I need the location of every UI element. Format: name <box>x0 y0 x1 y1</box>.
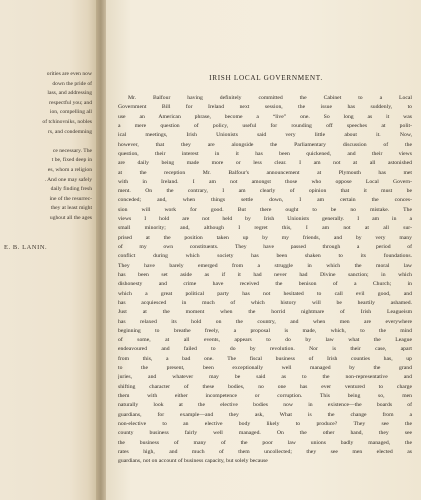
article-line: a mere question of policy, useful for rounding off speeches at polit- <box>118 122 412 129</box>
article-line: naturally look at the elective bodies now in existence—the boards of <box>118 402 412 409</box>
left-page-line: t be, fixed deep in <box>51 157 92 164</box>
article-line: which a great political party has not hesitated to call evil good, and <box>118 290 412 297</box>
right-page <box>106 0 421 500</box>
left-page-line: lass, and addressing <box>47 90 92 97</box>
article-line: beginning to breathe freely, a proposal is made, which, to the mind <box>118 327 412 334</box>
left-page-line: ce necessary. The <box>52 147 92 154</box>
article-line: shifting character of these bodies, no one has ever ventured to charge <box>118 383 412 390</box>
article-line: them with either incompetence or corruption. This being so, men <box>118 393 412 399</box>
article-line: however, that they are alongside the Parliamentary discussion of the <box>118 141 412 148</box>
article-line: are daily being made more or less clear. I am not at all astonished <box>118 160 412 167</box>
article-line: Government Bill for Ireland next session, the issue has suddenly, to <box>118 104 412 111</box>
article-line: rates high, and much of them uncollected; they see men elected as <box>118 448 412 455</box>
article-line: of my own constituents. They have passed through a period of <box>118 244 412 250</box>
article-line: non-elective to an elective body likely to produce? They see the <box>118 420 412 427</box>
article-line: Mr. Balfour having definitely committed the Cabinet to a Local <box>128 95 412 101</box>
article-line: sion will work for good. But there ought to be no mistake. The <box>118 206 412 213</box>
article-line: Just at the moment when the horrid nightmare of Irish Leagueism <box>118 309 412 316</box>
article-line: to the present, been exceptionally well managed by the grand <box>118 365 412 372</box>
article-line: They have barely emerged from a struggle in which the moral law <box>118 262 412 269</box>
article-line: endeavoured and failed to do by revolution. Nor is their case, apart <box>118 346 412 353</box>
left-page-line: ughout all the ages <box>49 214 92 221</box>
article-line: county business fairly well managed. On the other hand, they see <box>118 430 412 437</box>
left-page-line: they at least might <box>50 205 92 212</box>
left-page-line: orities are even now <box>46 71 92 77</box>
article-line: use an American phrase, become a “live” one. So long as it was <box>118 113 412 120</box>
left-page-text <box>0 70 96 224</box>
article-line: small minority; and, although I regret this, I am not at all sur- <box>118 225 412 232</box>
article-line: with in Ireland. I am not amongst those who oppose Local Govern- <box>118 178 412 185</box>
left-page-line: of tchinovniks, nobles <box>42 118 92 125</box>
article-line: juries, and whatever may be said as to the non-representative and <box>118 374 412 381</box>
article-line: ical meetings, Irish Unionists said very little about it. Now, <box>118 132 412 139</box>
left-page-line: ine of the resurrec- <box>49 195 92 202</box>
article-line: dishonesty and crime have received the benison of a Church; in <box>118 281 412 288</box>
article-line: conceded; and, when things settle down, I am certain the conces- <box>118 197 412 204</box>
left-page-line: down the pride of <box>52 80 92 87</box>
article-line: guardians, not on account of business capacity, but solely because <box>118 458 268 465</box>
article-line: conflict during which society has been shaken to its foundations. <box>118 253 412 260</box>
left-page-line: daily finding fresh <box>50 186 92 193</box>
left-page-line: rs, and condemning <box>48 128 92 135</box>
article-line: at the reception Mr. Balfour's announcement at Plymouth has met <box>118 169 412 176</box>
left-page-line: es, whom a religion <box>47 166 92 173</box>
left-page-line: ion, compelling all <box>49 109 92 116</box>
article-line: prised at the position taken up by my friends, and by very many <box>118 234 412 241</box>
left-page-line: . And one may safely <box>44 176 92 183</box>
article-body <box>118 94 412 467</box>
left-page-line: respectful you; and <box>49 99 92 106</box>
article-line: from this, a bad one. The fiscal business of Irish counties has, up <box>118 355 412 362</box>
author-signature: E. B. LANIN. <box>4 244 48 251</box>
article-line: views I hold are not held by Irish Unionists generally. I am in a <box>118 216 412 223</box>
article-line: has relaxed its hold on the country, and when men are everywhere <box>118 318 412 325</box>
article-line: has been set aside as if it had never had Divine sanction; in which <box>118 271 412 278</box>
left-page <box>0 0 100 500</box>
article-line: the business of many of the poor law unions badly managed, the <box>118 439 412 446</box>
article-line: ment. On the contrary, I am clearly of opinion that it must be <box>118 188 412 195</box>
left-page-line <box>0 137 96 147</box>
article-line: guardians, for example—and they ask, What is the change from a <box>118 411 412 418</box>
article-line: of some, at all events, appears to do by law what the League <box>118 337 412 344</box>
article-line: has acquiesced in much of which history will be heartily ashamed. <box>118 299 412 306</box>
article-title: IRISH LOCAL GOVERNMENT. <box>209 74 323 82</box>
article-line: question, their interest in it has been quickened, and their views <box>118 150 412 157</box>
